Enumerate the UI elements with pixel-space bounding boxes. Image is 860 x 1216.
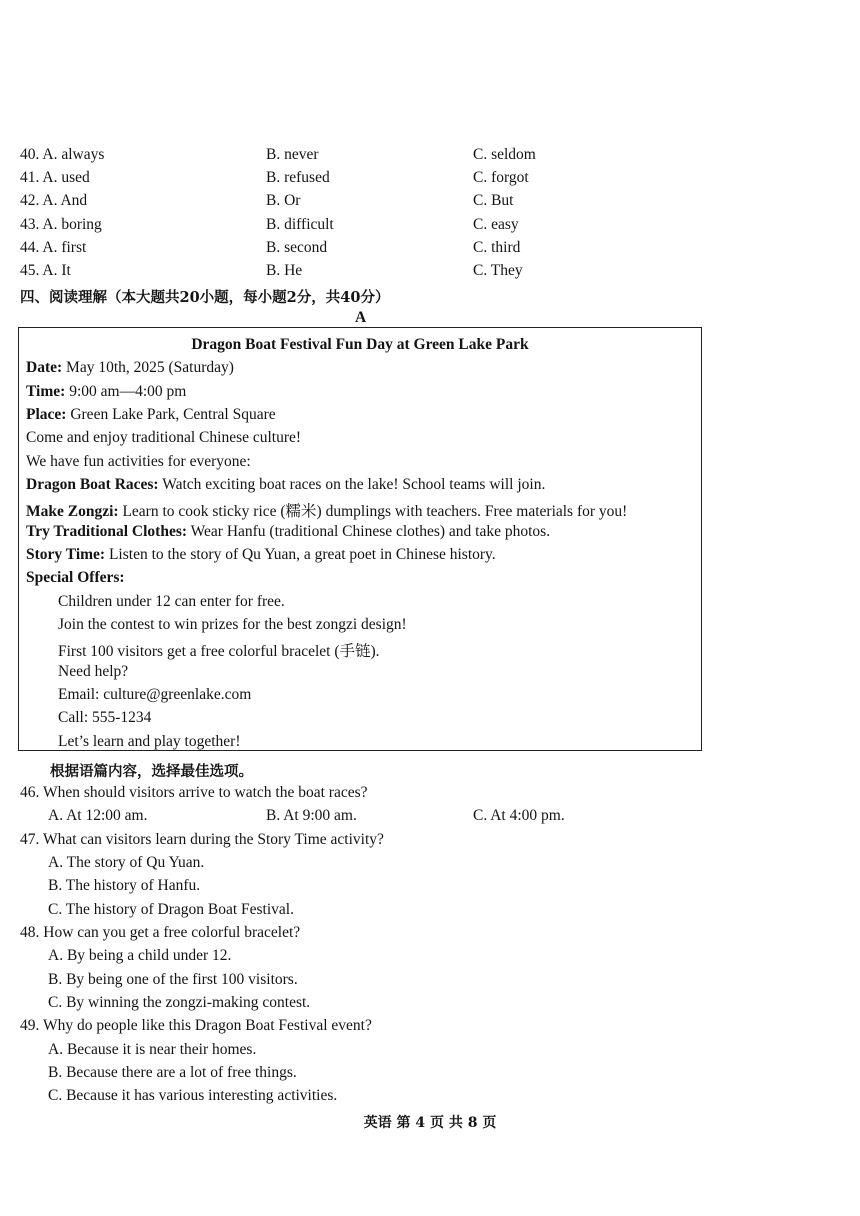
answer-option: A. The story of Qu Yuan. [48, 854, 205, 871]
option-row-43 [20, 216, 840, 238]
offer-item: Children under 12 can enter for free. [58, 593, 285, 610]
question-49: 49. Why do people like this Dragon Boat Festival event? [20, 1017, 372, 1034]
option-row-45 [20, 262, 840, 284]
option-c: C. forgot [473, 169, 529, 186]
instruction: 根据语篇内容，选择最佳选项。 [50, 763, 253, 780]
answer-option: A. By being a child under 12. [48, 947, 232, 964]
option-a: 43. A. boring [20, 216, 102, 233]
notice-place: Place: Green Lake Park, Central Square [26, 406, 276, 423]
contact-phone: Call: 555-1234 [58, 709, 152, 726]
option-c: C. seldom [473, 146, 536, 163]
notice-time: Time: 9:00 am—4:00 pm [26, 383, 187, 400]
option-b: B. He [266, 262, 303, 279]
option-b: B. Or [266, 192, 301, 209]
offer-item: Join the contest to win prizes for the best zongzi design! [58, 616, 407, 633]
option-c: C. But [473, 192, 514, 209]
option-b: B. second [266, 239, 328, 256]
option-row-40 [20, 146, 840, 168]
answer-option: C. At 4:00 pm. [473, 807, 565, 824]
answer-option: C. By winning the zongzi-making contest. [48, 994, 311, 1011]
option-row-44 [20, 239, 840, 261]
option-c: C. easy [473, 216, 519, 233]
answer-option: C. Because it has various interesting activities. [48, 1087, 338, 1104]
notice-intro: Come and enjoy traditional Chinese culture! [26, 429, 302, 446]
page-footer: 英语 第 4 页 共 8 页 [363, 1115, 497, 1131]
option-a: 40. A. always [20, 146, 105, 163]
activity-boat-races: Dragon Boat Races: Watch exciting boat races on the lake! School teams will join. [26, 476, 546, 493]
question-48: 48. How can you get a free colorful bracelet? [20, 924, 301, 941]
option-b: B. refused [266, 169, 330, 186]
notice-title: Dragon Boat Festival Fun Day at Green Lake Park [191, 336, 529, 353]
notice-box [18, 327, 702, 751]
activity-traditional-clothes: Try Traditional Clothes: Wear Hanfu (traditional Chinese clothes) and take photos. [26, 523, 551, 540]
answer-option: B. Because there are a lot of free things. [48, 1064, 297, 1081]
option-row-41 [20, 169, 840, 191]
question-46: 46. When should visitors arrive to watch the boat races? [20, 784, 368, 801]
special-offers-heading: Special Offers: [26, 569, 125, 586]
answer-option: A. At 12:00 am. [48, 807, 148, 824]
option-b: B. never [266, 146, 319, 163]
notice-date: Date: May 10th, 2025 (Saturday) [26, 359, 234, 376]
question-47: 47. What can visitors learn during the Story Time activity? [20, 831, 384, 848]
answer-option: C. The history of Dragon Boat Festival. [48, 901, 294, 918]
contact-email: Email: culture@greenlake.com [58, 686, 252, 703]
activity-make-zongzi: Make Zongzi: Learn to cook sticky rice (糯米) dumplings with teachers. Free materials for you! [26, 503, 628, 520]
option-row-42 [20, 192, 840, 214]
notice-closing: Let’s learn and play together! [58, 733, 241, 750]
help-text: Need help? [58, 663, 129, 680]
answer-option: B. By being one of the first 100 visitors. [48, 971, 298, 988]
option-a: 41. A. used [20, 169, 90, 186]
option-a: 42. A. And [20, 192, 88, 209]
answer-option: B. The history of Hanfu. [48, 877, 201, 894]
option-c: C. third [473, 239, 521, 256]
answer-option: A. Because it is near their homes. [48, 1041, 257, 1058]
section-heading: 四、阅读理解（本大题共20小题，每小题2分，共40分） [20, 289, 390, 306]
activity-story-time: Story Time: Listen to the story of Qu Yuan, a great poet in Chinese history. [26, 546, 496, 563]
passage-label: A [355, 309, 367, 326]
notice-intro: We have fun activities for everyone: [26, 453, 251, 470]
option-c: C. They [473, 262, 523, 279]
option-a: 45. A. It [20, 262, 71, 279]
option-b: B. difficult [266, 216, 334, 233]
offer-item: First 100 visitors get a free colorful bracelet (手链). [58, 643, 380, 660]
option-a: 44. A. first [20, 239, 87, 256]
answer-option: B. At 9:00 am. [266, 807, 357, 824]
